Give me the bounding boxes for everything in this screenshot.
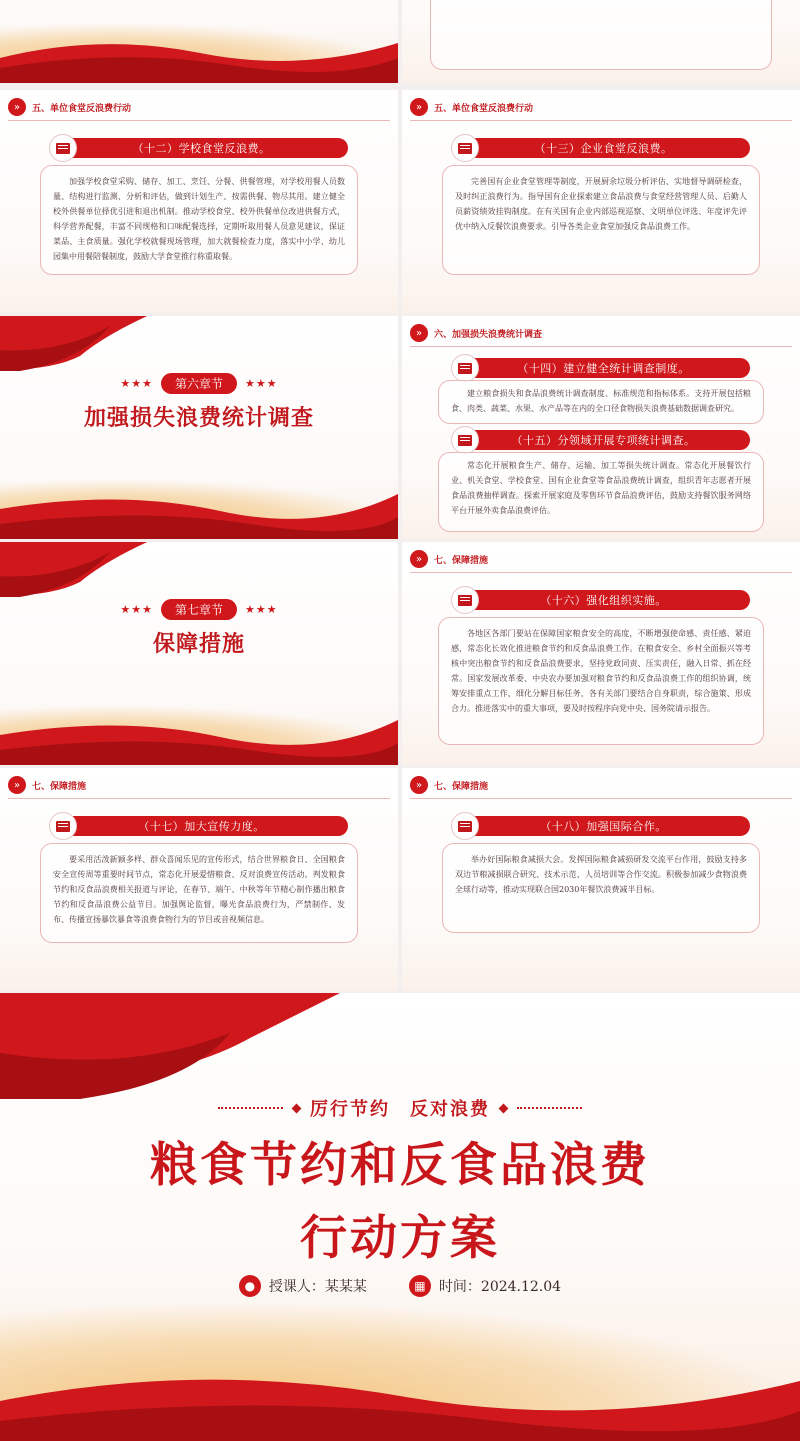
content-box xyxy=(40,165,358,275)
book-icon xyxy=(49,812,77,840)
body-text: 常态化开展粮食生产、储存、运输、加工等损失统计调查。常态化开展餐饮行业、机关食堂、学校食堂、国有企业食堂等食品浪费统计调查，组织青年志愿者开展食品浪费抽样调查。探索开展家庭及零售环节食品浪费评估，鼓励支持餐饮服务网络平台开展外卖食品浪费评估。 xyxy=(451,461,751,515)
lecturer-label: 授课人：某某某 xyxy=(268,1279,367,1295)
chapter-badge xyxy=(0,373,398,394)
chapter-label: 第七章节 xyxy=(161,599,237,620)
stars-right: ★★★ xyxy=(245,603,278,616)
stars-right: ★★★ xyxy=(245,377,278,390)
body-text: 完善国有企业食堂管理等制度，开展厨余垃圾分析评估、实地督导调研检查，及时纠正浪费行为。指导国有企业探索建立食品浪费与食堂经营管理人员、后勤人员薪资绩效挂钩制度。在有关国有企业内部巡视巡察、文明单位评选、年度评先评优中纳入反餐饮浪费要求。引导各类企业食堂加强反食品浪费工作。 xyxy=(455,177,747,231)
wave-decoration xyxy=(0,469,398,539)
section-header xyxy=(410,324,542,342)
slide-fragment xyxy=(402,0,800,83)
book-icon xyxy=(451,812,479,840)
book-icon xyxy=(451,426,479,454)
pill-label: （十二）学校食堂反浪费。 xyxy=(132,142,271,155)
book-icon xyxy=(49,134,77,162)
body-text: 建立粮食损失和食品浪费统计调查制度、标准规范和指标体系。支持开展包括粮食、肉类、蔬菜、水果、水产品等在内的全口径食物损失浪费基础数据调查研究。 xyxy=(451,389,751,413)
slide-publicity xyxy=(0,768,398,991)
section-header xyxy=(410,98,533,116)
section-title: 六、加强损失浪费统计调查 xyxy=(434,329,543,340)
main-title-line2: 行动方案 xyxy=(300,1211,500,1266)
section-header xyxy=(410,776,488,794)
body-text: 要采用活泼新颖多样、群众喜闻乐见的宣传形式，结合世界粮食日、全国粮食安全宣传周等重要时间节点，常态化开展爱惜粮食、反对浪费宣传活动。判发粮食节约和反食品浪费相关报道与评论，在春节、端午、中秋等年节精心制作播出粮食节约和反食品浪费公益节目。加强舆论监督，曝光食品浪费行为，严禁制作、发布、传播宣扬暴饮暴食等浪费食物行为的节目或音视频信息。 xyxy=(53,855,345,924)
section-title: 七、保障措施 xyxy=(32,781,87,792)
content-box xyxy=(40,843,358,943)
chapter-title: 加强损失浪费统计调查 xyxy=(83,405,314,431)
content-box xyxy=(430,0,772,70)
chevron-icon: » xyxy=(410,550,428,568)
content-box xyxy=(442,165,760,275)
chevron-icon: » xyxy=(8,776,26,794)
wave-decoration xyxy=(0,1291,800,1441)
slide-international xyxy=(402,768,800,991)
content-box xyxy=(438,617,764,745)
chapter-title: 保障措施 xyxy=(152,631,245,657)
section-title: 五、单位食堂反浪费行动 xyxy=(434,103,534,114)
chevron-icon: » xyxy=(410,98,428,116)
book-icon xyxy=(451,354,479,382)
pill-label: （十六）强化组织实施。 xyxy=(540,594,667,607)
pill-label: （十三）企业食堂反浪费。 xyxy=(534,142,673,155)
pill-label: （十八）加强国际合作。 xyxy=(540,820,667,833)
content-box xyxy=(442,843,760,933)
stars-left: ★★★ xyxy=(120,377,153,390)
subsection-pill xyxy=(457,816,750,836)
slide-cover-fragment xyxy=(0,0,398,83)
chapter-label: 第六章节 xyxy=(161,373,237,394)
pill-label: （十七）加大宣传力度。 xyxy=(138,820,265,833)
chevron-icon: » xyxy=(8,98,26,116)
subsection-pill-2 xyxy=(457,430,750,450)
person-icon: ● xyxy=(239,1275,261,1297)
stars-left: ★★★ xyxy=(120,603,153,616)
section-header xyxy=(8,776,86,794)
chapter-badge xyxy=(0,599,398,620)
subsection-pill xyxy=(55,138,348,158)
slide-school-canteen xyxy=(0,90,398,313)
slide-organization xyxy=(402,542,800,765)
closing-slide xyxy=(0,993,800,1441)
slide-chapter-seven xyxy=(0,542,398,765)
chevron-icon: » xyxy=(410,776,428,794)
section-header xyxy=(410,550,488,568)
wave-decoration xyxy=(0,695,398,765)
date-label: 时间：2024.12.04 xyxy=(438,1279,562,1295)
flag-decoration xyxy=(0,993,360,1103)
tagline-text: 厉行节约 反对浪费 xyxy=(310,1099,490,1120)
slide-statistics xyxy=(402,316,800,539)
section-title: 七、保障措施 xyxy=(434,781,489,792)
main-title-line1: 粮食节约和反食品浪费 xyxy=(150,1138,650,1193)
content-box-2 xyxy=(438,452,764,532)
body-text: 加强学校食堂采购、储存、加工、烹饪、分餐、供餐管理，对学校用餐人员数量、结构进行监测、分析和评估，做到计划生产、按需供餐、物尽其用。建立健全校外供餐单位择优引进和退出机制。推动学校食堂、校外供餐单位改进供餐方式，科学营养配餐，丰富不同规格和口味配餐选择，定期听取用餐人员意见建议，保证菜品、主食质量。强化学校就餐现场管理，加大就餐检查力度，落实中小学、幼儿园集中用餐陪餐制度，鼓励大学食堂推行称重取餐。 xyxy=(53,177,345,261)
body-text: 举办好国际粮食减损大会。发挥国际粮食减损研发交流平台作用，鼓励支持多双边节粮减损联合研究、技术示范、人员培训等合作交流。积极参加减少食物浪费全球行动等，推动实现联合国2030年餐饮浪费减半目标。 xyxy=(455,855,747,894)
body-text: 各地区各部门要站在保障国家粮食安全的高度，不断增强使命感、责任感、紧迫感，常态化长效化推进粮食节约和反食品浪费工作。在粮食安全、乡村全面振兴等考核中突出粮食节约和反食品浪费要求，坚持党政同责、压实责任，融入日常、抓在经常。国家发展改革委、中央农办要加强对粮食节约和反食品浪费工作的组织协调，统筹安排重点工作，细化分解目标任务，各有关部门要结合自身职责，综合施策、形成合力。推进落实中的重大事项，要及时按程序向党中央、国务院请示报告。 xyxy=(451,629,751,713)
pill-label: （十五）分领域开展专项统计调查。 xyxy=(511,434,696,447)
chevron-icon: » xyxy=(410,324,428,342)
section-header xyxy=(8,98,131,116)
tagline xyxy=(0,1095,800,1121)
slide-chapter-six xyxy=(0,316,398,539)
flag-decoration xyxy=(0,542,170,602)
subsection-pill xyxy=(457,590,750,610)
subsection-pill xyxy=(55,816,348,836)
section-title: 七、保障措施 xyxy=(434,555,489,566)
book-icon xyxy=(451,134,479,162)
subsection-pill xyxy=(457,138,750,158)
section-title: 五、单位食堂反浪费行动 xyxy=(32,103,132,114)
calendar-icon: ▦ xyxy=(409,1275,431,1297)
book-icon xyxy=(451,586,479,614)
flag-decoration xyxy=(0,316,170,376)
wave-decoration xyxy=(0,13,398,83)
slide-enterprise-canteen xyxy=(402,90,800,313)
pill-label: （十四）建立健全统计调查制度。 xyxy=(517,362,690,375)
content-box-1 xyxy=(438,380,764,424)
subsection-pill-1 xyxy=(457,358,750,378)
